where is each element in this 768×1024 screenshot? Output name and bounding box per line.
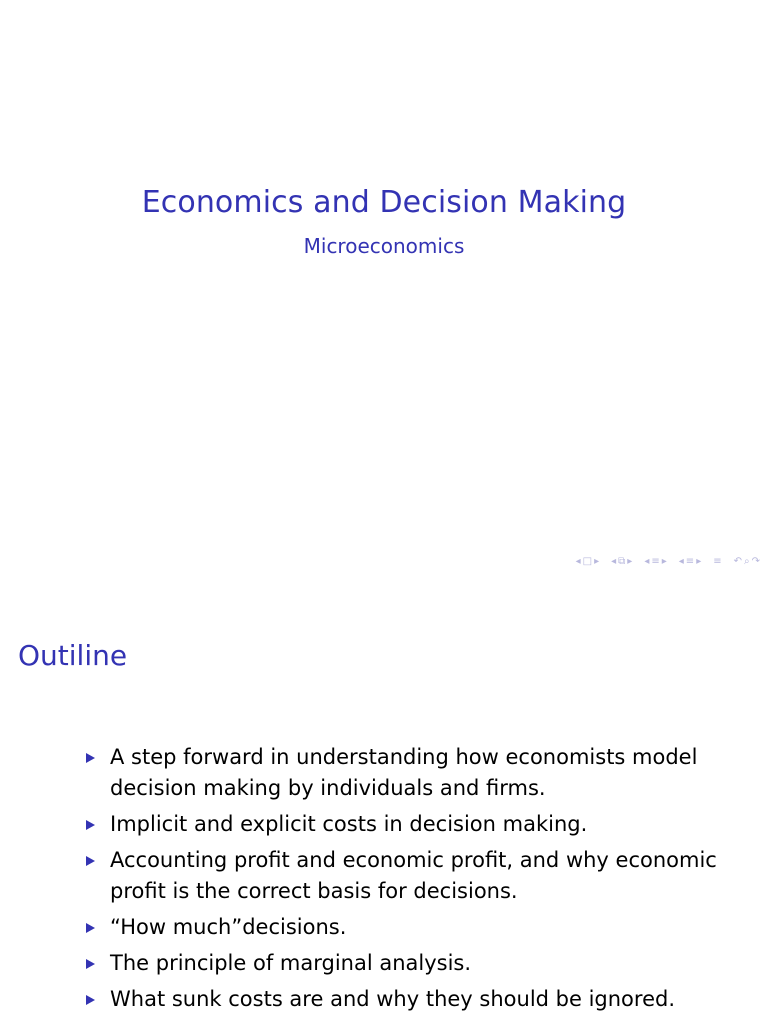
- section-icon[interactable]: ≡: [651, 556, 660, 567]
- outline-slide: [0, 576, 768, 1024]
- frame-nav: [576, 556, 600, 568]
- triangle-bullet-icon: [86, 923, 95, 933]
- list-item: [86, 845, 726, 907]
- list-item: [86, 912, 726, 943]
- section-nav: [644, 556, 666, 568]
- triangle-bullet-icon: [86, 995, 95, 1005]
- list-item: [86, 809, 726, 840]
- triangle-bullet-icon: [86, 820, 95, 830]
- forward-icon[interactable]: ↷: [751, 556, 760, 567]
- presentation-subtitle: Microeconomics: [303, 234, 465, 258]
- search-icon[interactable]: ⌕: [744, 556, 750, 567]
- frame-icon[interactable]: □: [582, 556, 593, 567]
- list-item: [86, 948, 726, 979]
- list-item: [86, 984, 726, 1015]
- list-item-text: The principle of marginal analysis.: [110, 951, 472, 975]
- frame-next-icon[interactable]: ▸: [594, 556, 600, 567]
- triangle-bullet-icon: [86, 856, 95, 866]
- subframe-prev-icon[interactable]: ◂: [611, 556, 617, 567]
- list-item: [86, 742, 726, 804]
- section-next-icon[interactable]: ▸: [661, 556, 667, 567]
- triangle-bullet-icon: [86, 959, 95, 969]
- list-item-text: “How much”decisions.: [110, 915, 347, 939]
- outline-list: [86, 742, 726, 1020]
- list-item-text: A step forward in understanding how economists model decision making by individuals and firms.: [110, 745, 698, 800]
- list-item-text: Implicit and explicit costs in decision making.: [110, 812, 588, 836]
- presentation-title: Economics and Decision Making: [141, 185, 627, 220]
- subframe-next-icon[interactable]: ▸: [627, 556, 633, 567]
- subframe-nav: [611, 556, 632, 568]
- back-icon[interactable]: ↶: [733, 556, 742, 567]
- list-item-text: What sunk costs are and why they should be ignored.: [110, 987, 676, 1011]
- triangle-bullet-icon: [86, 753, 95, 763]
- frame-title: Outiline: [18, 639, 128, 672]
- beamer-navigation-bar: [576, 556, 760, 568]
- frame-prev-icon[interactable]: ◂: [575, 556, 581, 567]
- document-icon[interactable]: ≡: [713, 556, 722, 567]
- section-prev-icon[interactable]: ◂: [644, 556, 650, 567]
- subsection-prev-icon[interactable]: ◂: [678, 556, 684, 567]
- list-item-text: Accounting profit and economic profit, and why economic profit is the correct basis for decisions.: [110, 848, 717, 903]
- subsection-nav: [679, 556, 701, 568]
- history-nav: [734, 556, 760, 568]
- document-nav: [713, 556, 721, 568]
- subsection-icon[interactable]: ≡: [685, 556, 695, 567]
- subframe-icon[interactable]: ⧉: [618, 556, 626, 567]
- subsection-next-icon[interactable]: ▸: [696, 556, 702, 567]
